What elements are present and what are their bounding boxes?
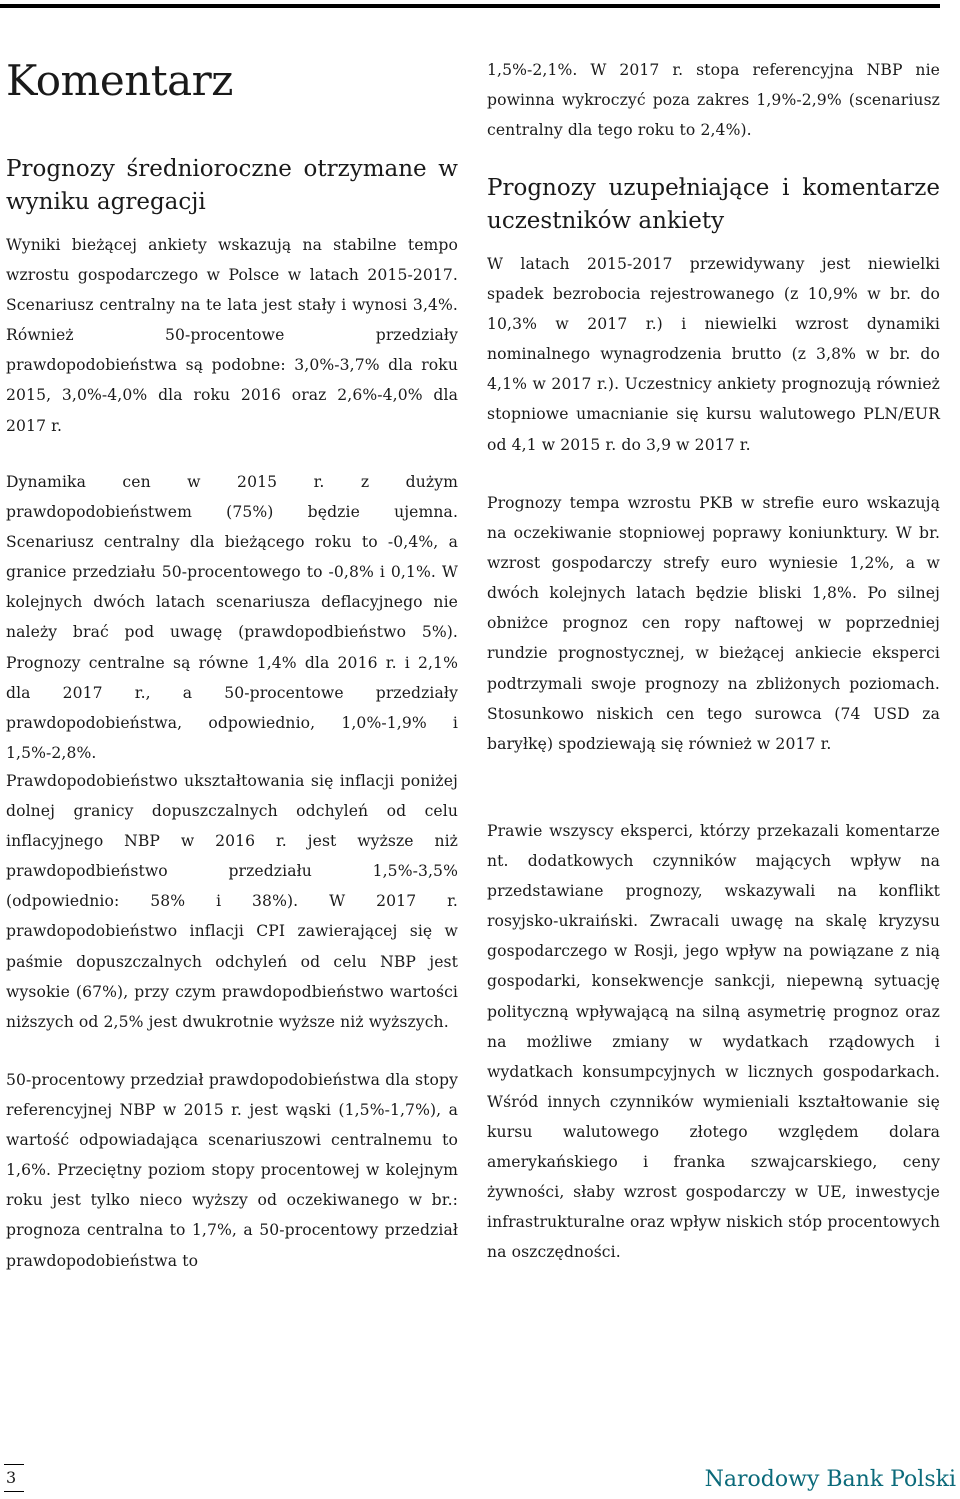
paragraph-prices: Dynamika cen w 2015 r. z dużym prawdopodobieństwem (75%) będzie ujemna. Scenariusz centralny dla bieżącego roku to -0,4%, a granice przedziału 50-procentowego to -0,8% i 0,1%. W kolejnych dwóch latach scenariusza deflacyjnego nie należy brać pod uwagę (prawdopodbieństwo 5%). Prognozy centralne są równe 1,4% dla 2016 r. i 2,1% dla 2017 r., a 50-procentowe przedziały prawdopodobieństwa, odpowiednio, 1,0%-1,9% i 1,5%-2,8%. [6,473,458,762]
page-title: Komentarz [6,56,233,105]
paragraph-gdp: Wyniki bieżącej ankiety wskazują na stabilne tempo wzrostu gospodarczego w Polsce w latach 2015-2017. Scenariusz centralny na te lata jest stały i wynosi 3,4%. Również 50-procentowe przedziały prawdopodobieństwa są podobne: 3,0%-3,7% dla roku 2015, 3,0%-4,0% dla roku 2016 oraz 2,6%-4,0% dla 2017 r. [6,236,458,435]
paragraph-reference-rate-continued: 1,5%-2,1%. W 2017 r. stopa referencyjna NBP nie powinna wykroczyć poza zakres 1,9%-2,9% (scenariusz centralny dla tego roku to 2,4%). [487,61,940,140]
brand-name: Narodowy Bank Polski [704,1467,956,1492]
top-rule [0,4,940,8]
paragraph-expert-comments: Prawie wszyscy eksperci, którzy przekazali komentarze nt. dodatkowych czynników mających wpływ na przedstawiane prognozy, wskazywali na konflikt rosyjsko-ukraiński. Zwracali uwagę na skalę kryzysu gospodarczego w Rosji, jego wpływ na powiązane z nią gospodarki, konsekwencje sankcji, niepewną sytuację polityczną wpływającą na silną asymetrię prognoz oraz na możliwe zmiany w wydatkach rządowych i wydatkach konsumpcyjnych w licznych gospodarkach. Wśród innych czynników wymieniali kształtowanie się kursu walutowego złotego względem dolara amerykańskiego i franka szwajcarskiego, ceny żywności, słaby wzrost gospodarczy w UE, inwestycje infrastrukturalne oraz wpływ niskich stóp procentowych na oszczędności. [487,822,940,1262]
page-number-rule-bottom [4,1491,24,1492]
right-section-heading: Prognozy uzupełniające i komentarze uczestników ankiety [487,175,940,234]
paragraph-reference-rate: 50-procentowy przedział prawdopodobieństwa dla stopy referencyjnej NBP w 2015 r. jest wąski (1,5%-1,7%), a wartość odpowiadająca scenariuszowi centralnemu to 1,6%. Przeciętny poziom stopy procentowej w kolejnym roku jest tylko nieco wyższy od oczekiwanego w br.: prognoza centralna to 1,7%, a 50-procentowy przedział prawdopodobieństwa to [6,1071,458,1270]
paragraph-euro-area: Prognozy tempa wzrostu PKB w strefie euro wskazują na oczekiwanie stopniowej poprawy koniunktury. W br. wzrost gospodarczy strefy euro wyniesie 1,2%, a w dwóch kolejnych latach będzie bliski 1,8%. Po silnej obniżce prognoz cen ropy naftowej w poprzedniej rundzie prognostycznej, w bieżącej ankiecie eksperci podtrzymali swoje prognozy na zbliżonych poziomach. Stosunkowo niskich cen tego surowca (74 USD za baryłkę) spodziewają się również w 2017 r. [487,494,940,753]
left-section-heading: Prognozy średnioroczne otrzymane w wyniku agregacji [6,156,458,215]
paragraph-inflation-probability: Prawdopodobieństwo ukształtowania się inflacji poniżej dolnej granicy dopuszczalnych odchyleń od celu inflacyjnego NBP w 2016 r. jest wyższe niż prawdopodbieństwo przedziału 1,5%-3,5% (odpowiednio: 58% i 38%). W 2017 r. prawdopodobieństwo inflacji CPI zawierającej się w paśmie dopuszczalnych odchyleń od celu NBP jest wysokie (67%), przy czym prawdopodbieństwo wartości niższych od 2,5% jest dwukrotnie wyższe niż wyższych. [6,772,458,1031]
paragraph-labour-market: W latach 2015-2017 przewidywany jest niewielki spadek bezrobocia rejestrowanego (z 10,9% w br. do 10,3% w 2017 r.) i niewielki wzrost dynamiki nominalnego wynagrodzenia brutto (z 3,8% w br. do 4,1% w 2017 r.). Uczestnicy ankiety prognozują również stopniowe umacnianie się kursu walutowego PLN/EUR od 4,1 w 2015 r. do 3,9 w 2017 r. [487,255,940,454]
page-number-rule-top [4,1464,24,1465]
page-number: 3 [6,1468,17,1487]
